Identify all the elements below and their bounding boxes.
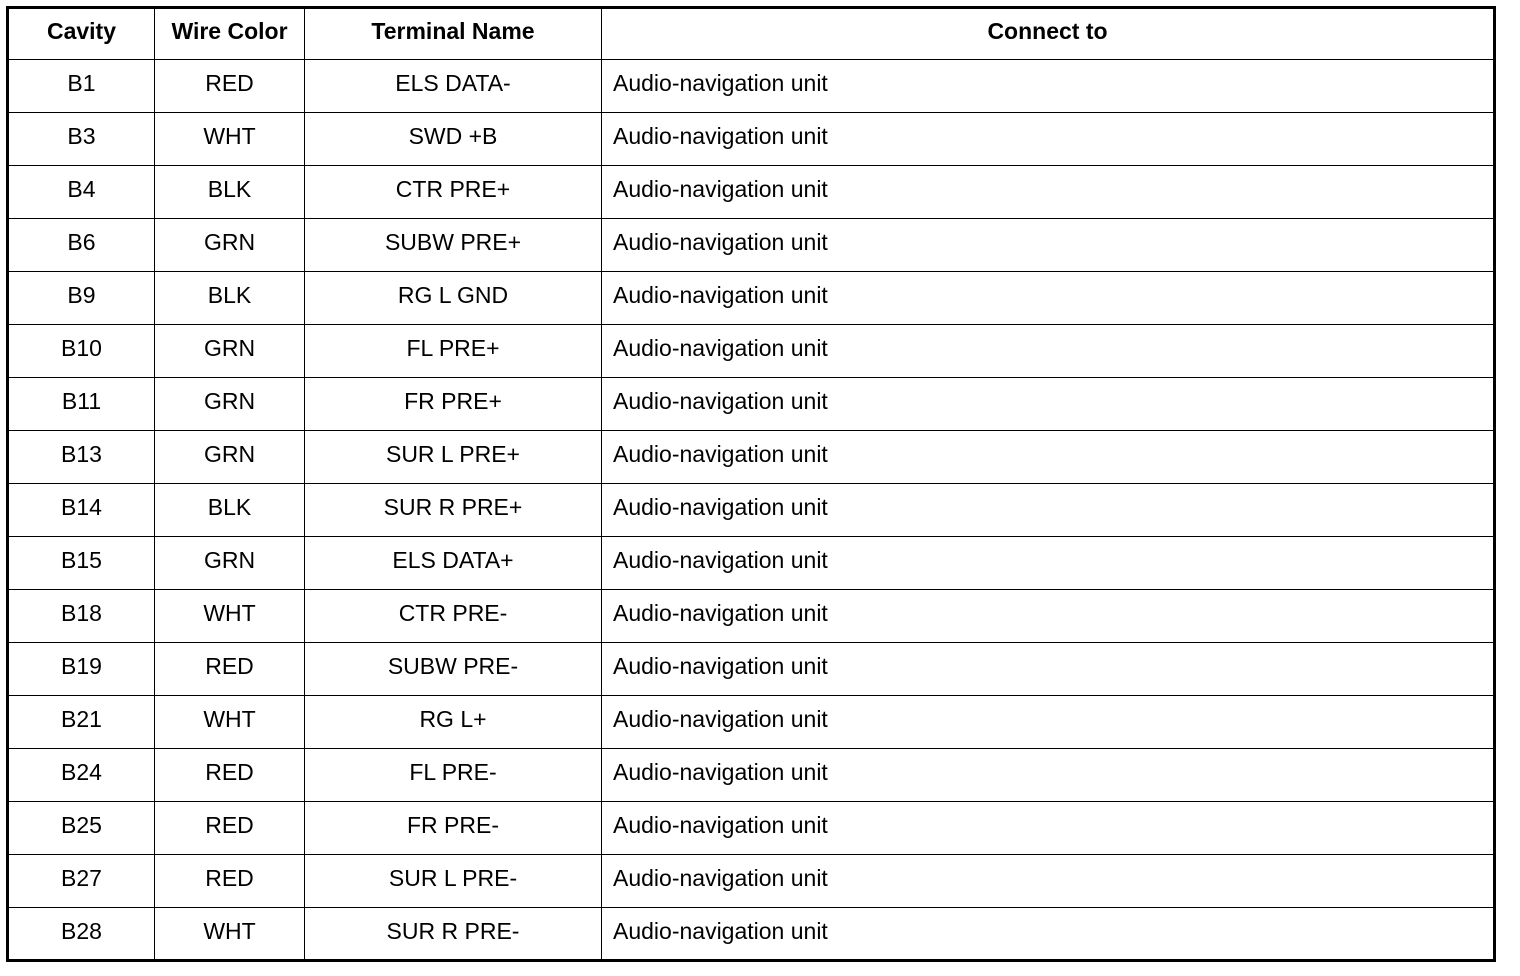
cell-cavity: B4 xyxy=(8,166,155,219)
cell-connect-to: Audio-navigation unit xyxy=(602,537,1495,590)
cell-connect-to: Audio-navigation unit xyxy=(602,590,1495,643)
header-connect-to: Connect to xyxy=(602,8,1495,60)
table-row xyxy=(8,219,1495,272)
cell-connect-to: Audio-navigation unit xyxy=(602,484,1495,537)
table-header xyxy=(8,8,1495,60)
cell-terminal-name: SUR R PRE+ xyxy=(305,484,602,537)
cell-connect-to: Audio-navigation unit xyxy=(602,166,1495,219)
cell-connect-to: Audio-navigation unit xyxy=(602,325,1495,378)
cell-cavity: B13 xyxy=(8,431,155,484)
cell-terminal-name: ELS DATA- xyxy=(305,60,602,113)
cell-connect-to: Audio-navigation unit xyxy=(602,272,1495,325)
cell-cavity: B24 xyxy=(8,749,155,802)
cell-terminal-name: SUBW PRE+ xyxy=(305,219,602,272)
table-row xyxy=(8,802,1495,855)
cell-wire-color: GRN xyxy=(155,378,305,431)
cell-terminal-name: FR PRE- xyxy=(305,802,602,855)
cell-terminal-name: FR PRE+ xyxy=(305,378,602,431)
cell-wire-color: GRN xyxy=(155,219,305,272)
cell-cavity: B11 xyxy=(8,378,155,431)
cell-cavity: B10 xyxy=(8,325,155,378)
cell-connect-to: Audio-navigation unit xyxy=(602,643,1495,696)
cell-wire-color: GRN xyxy=(155,325,305,378)
table-row xyxy=(8,272,1495,325)
cell-connect-to: Audio-navigation unit xyxy=(602,749,1495,802)
cell-wire-color: RED xyxy=(155,855,305,908)
cell-wire-color: BLK xyxy=(155,166,305,219)
table-row xyxy=(8,590,1495,643)
cell-cavity: B15 xyxy=(8,537,155,590)
cell-terminal-name: SUR L PRE+ xyxy=(305,431,602,484)
table-row xyxy=(8,749,1495,802)
cell-wire-color: WHT xyxy=(155,696,305,749)
table-row xyxy=(8,113,1495,166)
cell-wire-color: WHT xyxy=(155,908,305,961)
header-cavity: Cavity xyxy=(8,8,155,60)
cell-wire-color: BLK xyxy=(155,272,305,325)
cell-terminal-name: RG L GND xyxy=(305,272,602,325)
cell-terminal-name: RG L+ xyxy=(305,696,602,749)
cell-connect-to: Audio-navigation unit xyxy=(602,696,1495,749)
cell-terminal-name: FL PRE+ xyxy=(305,325,602,378)
cell-wire-color: RED xyxy=(155,749,305,802)
cell-wire-color: WHT xyxy=(155,113,305,166)
table-row xyxy=(8,696,1495,749)
cell-cavity: B28 xyxy=(8,908,155,961)
cell-cavity: B19 xyxy=(8,643,155,696)
cell-cavity: B6 xyxy=(8,219,155,272)
cell-cavity: B27 xyxy=(8,855,155,908)
cell-connect-to: Audio-navigation unit xyxy=(602,378,1495,431)
cell-terminal-name: SWD +B xyxy=(305,113,602,166)
cell-wire-color: BLK xyxy=(155,484,305,537)
table-row xyxy=(8,166,1495,219)
table-row xyxy=(8,431,1495,484)
cell-connect-to: Audio-navigation unit xyxy=(602,431,1495,484)
cell-cavity: B14 xyxy=(8,484,155,537)
cell-connect-to: Audio-navigation unit xyxy=(602,855,1495,908)
cell-connect-to: Audio-navigation unit xyxy=(602,113,1495,166)
cell-wire-color: GRN xyxy=(155,431,305,484)
table-row xyxy=(8,378,1495,431)
cell-terminal-name: SUBW PRE- xyxy=(305,643,602,696)
cell-wire-color: RED xyxy=(155,60,305,113)
table-row xyxy=(8,643,1495,696)
table-row xyxy=(8,325,1495,378)
cell-wire-color: RED xyxy=(155,643,305,696)
cell-terminal-name: FL PRE- xyxy=(305,749,602,802)
cell-connect-to: Audio-navigation unit xyxy=(602,219,1495,272)
cell-cavity: B21 xyxy=(8,696,155,749)
header-terminal-name: Terminal Name xyxy=(305,8,602,60)
cell-terminal-name: ELS DATA+ xyxy=(305,537,602,590)
cell-cavity: B3 xyxy=(8,113,155,166)
table-row xyxy=(8,908,1495,961)
connector-pinout-table xyxy=(6,6,1496,962)
cell-terminal-name: CTR PRE- xyxy=(305,590,602,643)
header-row xyxy=(8,8,1495,60)
cell-terminal-name: SUR R PRE- xyxy=(305,908,602,961)
cell-cavity: B25 xyxy=(8,802,155,855)
cell-cavity: B9 xyxy=(8,272,155,325)
cell-connect-to: Audio-navigation unit xyxy=(602,908,1495,961)
table-row xyxy=(8,484,1495,537)
cell-wire-color: RED xyxy=(155,802,305,855)
cell-terminal-name: CTR PRE+ xyxy=(305,166,602,219)
cell-cavity: B18 xyxy=(8,590,155,643)
cell-cavity: B1 xyxy=(8,60,155,113)
table-row xyxy=(8,60,1495,113)
cell-connect-to: Audio-navigation unit xyxy=(602,60,1495,113)
cell-wire-color: WHT xyxy=(155,590,305,643)
table-row xyxy=(8,537,1495,590)
cell-terminal-name: SUR L PRE- xyxy=(305,855,602,908)
header-wire-color: Wire Color xyxy=(155,8,305,60)
table-row xyxy=(8,855,1495,908)
cell-wire-color: GRN xyxy=(155,537,305,590)
table-body xyxy=(8,60,1495,961)
cell-connect-to: Audio-navigation unit xyxy=(602,802,1495,855)
